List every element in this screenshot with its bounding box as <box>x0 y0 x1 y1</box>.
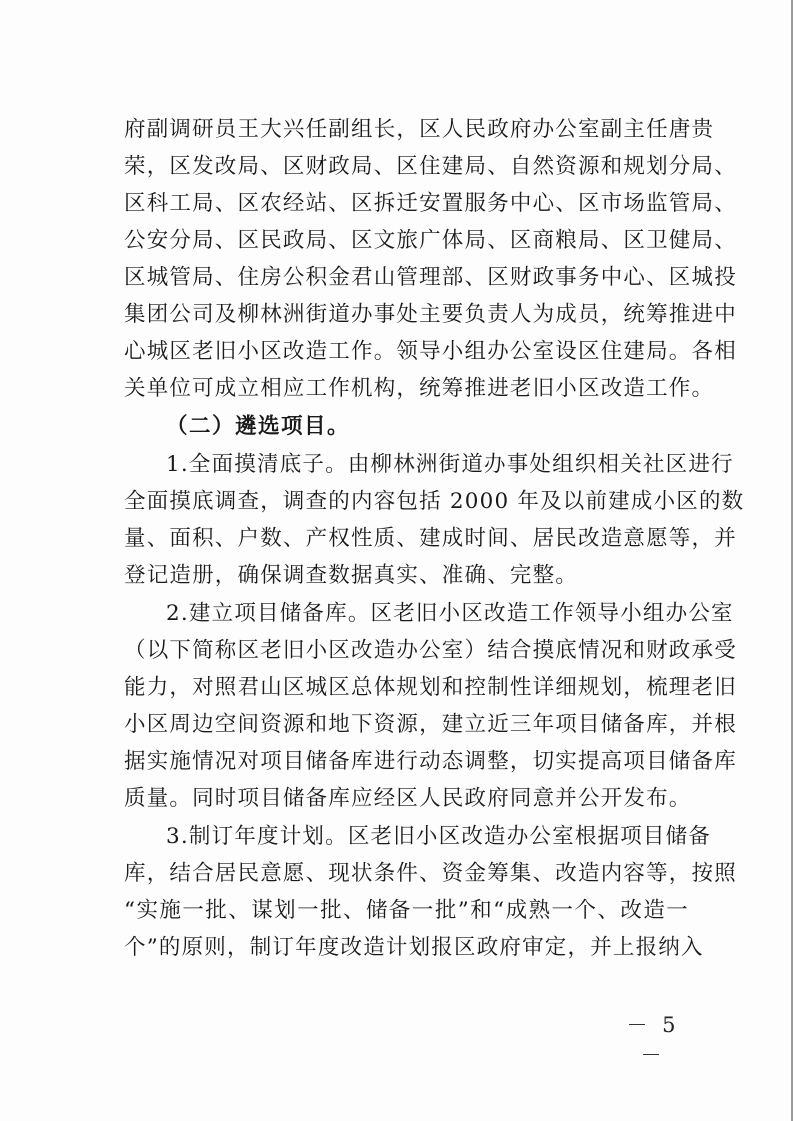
text-line: 据实施情况对项目储备库进行动态调整，切实提高项目储备库 <box>124 749 737 774</box>
text-line: 量、面积、户数、产权性质、建成时间、居民改造意愿等，并 <box>124 526 737 551</box>
text-line: 质量。同时项目储备库应经区人民政府同意并公开发布。 <box>124 786 692 811</box>
text-line: 全面摸底调查，调查的内容包括 2000 年及以前建成小区的数 <box>124 489 745 514</box>
text-line: 集团公司及柳林洲街道办事处主要负责人为成员，统筹推进中 <box>124 302 737 327</box>
page-number: － 5 － <box>626 1013 680 1067</box>
text-line: 荣，区发改局、区财政局、区住建局、自然资源和规划分局、 <box>124 154 737 179</box>
text-line: 区科工局、区农经站、区拆迁安置服务中心、区市场监管局、 <box>124 191 737 216</box>
text-line: 府副调研员王大兴任副组长，区人民政府办公室副主任唐贵 <box>124 117 715 142</box>
text-line: 公安分局、区民政局、区文旅广体局、区商粮局、区卫健局、 <box>124 228 737 253</box>
section-heading: （二）遴选项目。 <box>166 414 351 439</box>
text-line: 库，结合居民意愿、现状条件、资金筹集、改造内容等，按照 <box>124 861 737 886</box>
text-line: 关单位可成立相应工作机构，统筹推进老旧小区改造工作。 <box>124 376 715 401</box>
text-line: 小区周边空间资源和地下资源，建立近三年项目储备库，并根 <box>124 712 737 737</box>
text-line: 登记造册，确保调查数据真实、准确、完整。 <box>124 563 579 588</box>
text-line: 个”的原则，制订年度改造计划报区政府审定，并上报纳入 <box>124 935 704 960</box>
paragraph-first-line: 2.建立项目储备库。区老旧小区改造工作领导小组办公室 <box>166 601 734 626</box>
text-line: 区城管局、住房公积金君山管理部、区财政事务中心、区城投 <box>124 265 737 290</box>
text-line: “实施一批、谋划一批、储备一批”和“成熟一个、改造一 <box>124 898 689 923</box>
paragraph-first-line: 3.制订年度计划。区老旧小区改造办公室根据项目储备 <box>166 824 712 849</box>
text-line: （以下简称区老旧小区改造办公室）结合摸底情况和财政承受 <box>124 638 737 663</box>
paragraph-first-line: 1.全面摸清底子。由柳林洲街道办事处组织相关社区进行 <box>166 452 734 477</box>
text-line: 心城区老旧小区改造工作。领导小组办公室设区住建局。各相 <box>124 339 737 364</box>
text-line: 能力，对照君山区城区总体规划和控制性详细规划，梳理老旧 <box>124 675 737 700</box>
